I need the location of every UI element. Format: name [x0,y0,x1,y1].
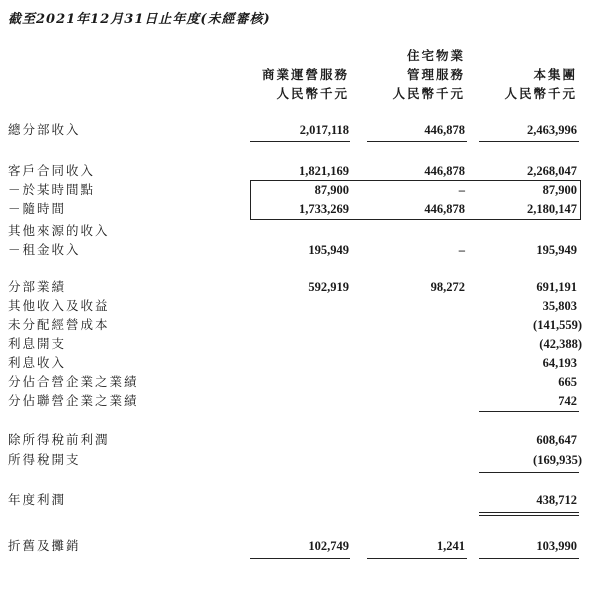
row-label: 其他來源的收入 [8,223,110,238]
row-value-residential: 446,878 [424,123,465,137]
table-row [0,491,615,509]
table-row [0,537,615,555]
row-label: 分佔合營企業之業績 [8,374,139,389]
table-row [0,392,615,410]
row-value-group: 2,180,147 [527,202,577,216]
row-value-group: 195,949 [536,243,577,257]
divider [479,141,579,142]
row-label: 年度利潤 [8,492,67,507]
table-row [0,121,615,139]
row-value-residential: 446,878 [424,164,465,178]
row-label: 其他收入及收益 [8,298,110,313]
row-value-commercial: 87,900 [314,183,349,197]
divider [250,558,350,559]
table-row [0,316,615,334]
col2-header-name-top: 住宅物業 [406,48,465,63]
row-value-group: 2,463,996 [527,123,577,137]
col3-header-unit: 人民幣千元 [504,86,577,101]
row-value-group: 665 [558,375,577,389]
row-label: 分佔聯營企業之業績 [8,393,139,408]
divider [367,141,467,142]
row-label: 利息收入 [8,355,67,370]
row-value-commercial: 102,749 [308,539,349,553]
row-label: 利息開支 [8,336,67,351]
row-value-group: 87,900 [542,183,577,197]
row-value-group: (169,935) [533,453,582,467]
col3-header [504,65,577,103]
row-value-commercial: 1,821,169 [299,164,349,178]
row-label: －隨時間 [8,201,67,216]
divider [479,558,579,559]
divider [479,515,579,516]
table-row [0,373,615,391]
col1-header-unit: 人民幣千元 [276,86,349,101]
col2-header-name: 管理服務 [406,67,465,82]
table-row [0,222,615,240]
table-row [0,354,615,372]
table-row [0,241,615,259]
row-label: －租金收入 [8,242,81,257]
row-value-commercial: 2,017,118 [299,123,349,137]
table-row [0,278,615,296]
row-label: 所得稅開支 [8,452,81,467]
row-value-residential: 98,272 [430,280,465,294]
row-label: 客戶合同收入 [8,163,96,178]
page-title: 截至2021年12月31日止年度(未經審核) [8,12,271,27]
col2-header [392,46,465,103]
col2-header-unit: 人民幣千元 [392,86,465,101]
row-label: －於某時間點 [8,182,96,197]
divider [250,141,350,142]
row-value-group: 35,803 [542,299,577,313]
col1-header [262,65,349,103]
row-label: 未分配經營成本 [8,317,110,332]
row-value-commercial: 1,733,269 [299,202,349,216]
row-value-group: (141,559) [533,318,582,332]
col1-header-name: 商業運營服務 [261,67,349,82]
divider [479,472,579,473]
divider [479,512,579,513]
table-row [0,162,615,180]
row-label: 折舊及攤銷 [8,538,81,553]
highlight-box [250,180,581,220]
table-row [0,431,615,449]
row-value-group: 691,191 [536,280,577,294]
row-value-group: 2,268,047 [527,164,577,178]
row-value-group: (42,388) [539,337,582,351]
row-value-residential: – [458,243,465,257]
row-label: 分部業績 [8,279,67,294]
row-value-commercial: 592,919 [308,280,349,294]
col3-header-name: 本集團 [533,67,577,82]
row-value-group: 608,647 [536,433,577,447]
table-row [0,335,615,353]
row-label: 除所得稅前利潤 [8,432,110,447]
row-value-group: 64,193 [542,356,577,370]
divider [367,558,467,559]
row-value-residential: – [458,183,465,197]
row-value-group: 742 [558,394,577,408]
row-value-group: 103,990 [536,539,577,553]
row-value-residential: 446,878 [424,202,465,216]
row-value-residential: 1,241 [436,539,465,553]
divider [479,411,579,412]
table-row [0,451,615,469]
row-value-commercial: 195,949 [308,243,349,257]
row-value-group: 438,712 [536,493,577,507]
table-row [0,297,615,315]
row-label: 總分部收入 [8,122,81,137]
